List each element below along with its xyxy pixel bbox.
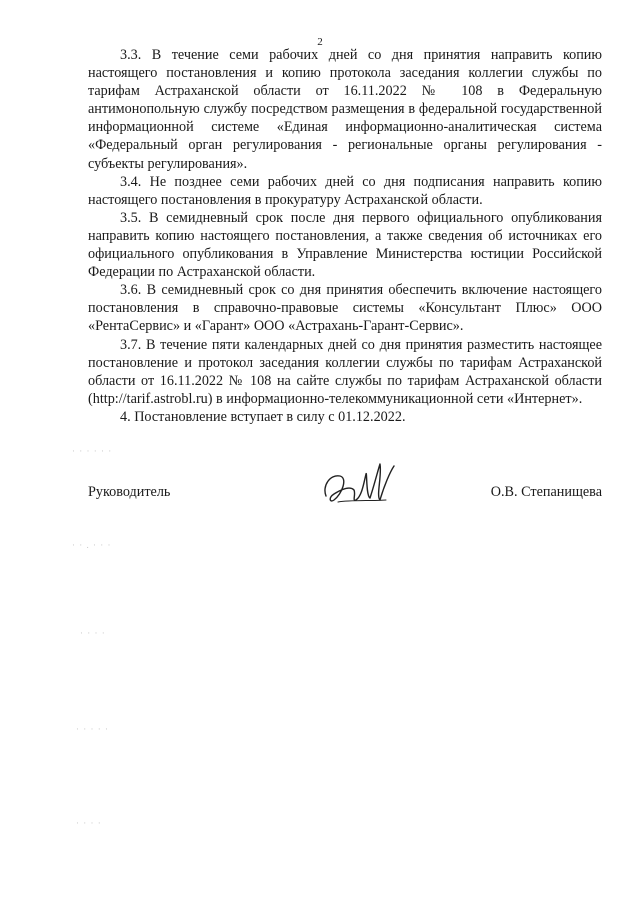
signatory-name: О.В. Степанищева (490, 484, 602, 500)
scan-artifact: · · · · · · (72, 446, 113, 456)
scan-artifact: · · . · · · (72, 540, 112, 550)
paragraph-4: 4. Постановление вступает в силу с 01.12.2022. (120, 408, 406, 425)
handwritten-signature (320, 456, 400, 516)
paragraph-3-4: 3.4. Не позднее семи рабочих дней со дня подписания направить копию настоящего постановления в прокуратуру Астраханской области. (88, 173, 602, 208)
scan-artifact: · · · · (76, 818, 102, 828)
paragraph-3-5: 3.5. В семидневный срок после дня первого официального опубликования направить копию настоящего постановления, а также сведения об источниках его официального опубликования в Управление Министерства юстиции Российской Федерации по Астраханской области. (88, 209, 602, 281)
scan-artifact: · · · · · (76, 724, 109, 734)
document-body (88, 46, 602, 426)
page-number: 2 (317, 36, 323, 48)
paragraph-3-6: 3.6. В семидневный срок со дня принятия обеспечить включение настоящего постановления в справочно-правовые системы «Консультант Плюс» ООО «РентаСервис» и «Гарант» ООО «Астрахань-Гарант-Сервис». (88, 282, 602, 335)
scan-artifact: · · · · (80, 628, 106, 638)
paragraph-3-7: 3.7. В течение пяти календарных дней со дня принятия разместить настоящее постановление и протокол заседания коллегии службы по тарифам Астраханской области от 16.11.2022 № 108 на сайте службы по тарифам Астраханской области (http://tarif.astrobl.ru) в информационно-телекоммуникационной сети «Интернет». (88, 336, 602, 407)
paragraph-3-3: 3.3. В течение семи рабочих дней со дня принятия направить копию настоящего постановления и копию протокола заседания коллегии службы по тарифам Астраханской области от 16.11.2022 № 108 в Федеральную антимонопольную службу посредством размещения в федеральной государственной информационной системе «Единая информационно-аналитическая система «Федеральный орган регулирования - региональные органы регулирования - субъекты регулирования». (88, 47, 602, 172)
signatory-title: Руководитель (88, 484, 171, 500)
